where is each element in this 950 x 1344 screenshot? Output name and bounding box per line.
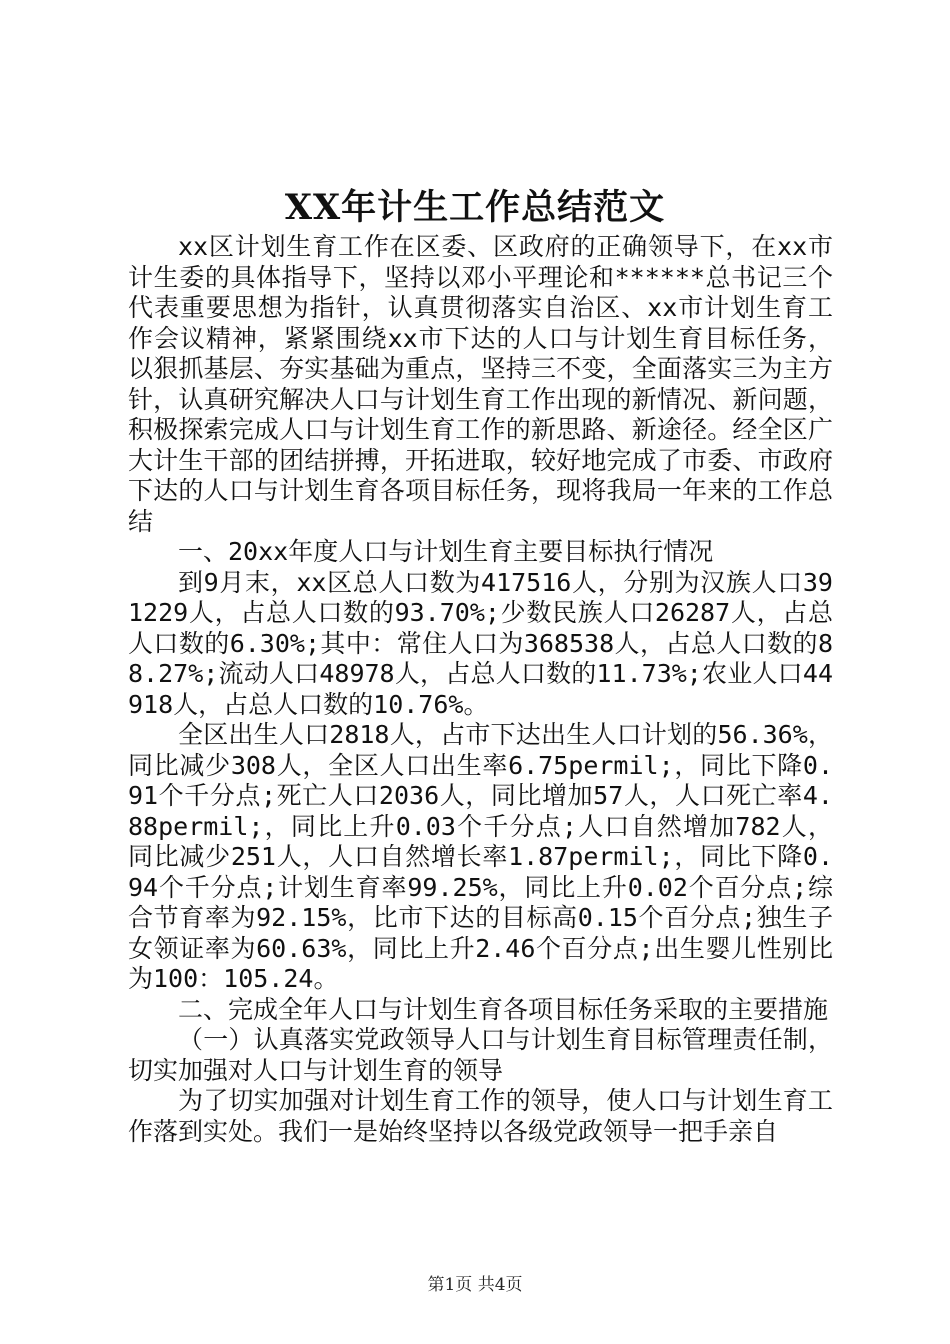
section-heading-1: 一、20xx年度人口与计划生育主要目标执行情况 <box>178 537 714 566</box>
document-body <box>128 232 833 1147</box>
birth-statistics-paragraph: 全区出生人口2818人，占市下达出生人口计划的56.36%，同比减少308人，全区人口出生率6.75permil;，同比下降0.91个千分点;死亡人口2036人，同比增加57人，人口死亡率4.88permil;，同比上升0.03个千分点;人口自然增加782人，同比减少251人，人口自然增长率1.87permil;，同比下降0.94个千分点;计划生育率99.25%，同比上升0.02个百分点;综合节育率为92.15%，比市下达的目标高0.15个百分点;独生子女领证率为60.63%，同比上升2.46个百分点;出生婴儿性别比为100：105.24。 <box>128 720 833 993</box>
document-title: XX年计生工作总结范文 <box>284 187 666 228</box>
leadership-paragraph: 为了切实加强对计划生育工作的领导，使人口与计划生育工作落到实处。我们一是始终坚持以各级党政领导一把手亲自 <box>128 1086 833 1146</box>
section-heading-2: 二、完成全年人口与计划生育各项目标任务采取的主要措施 <box>178 994 829 1024</box>
page-number-footer: 第1页 共4页 <box>427 1275 523 1295</box>
population-paragraph: 到9月末，xx区总人口数为417516人，分别为汉族人口391229人，占总人口数的93.70%;少数民族人口26287人，占总人口数的6.30%;其中：常住人口为368538人，占总人口数的88.27%;流动人口48978人，占总人口数的11.73%;农业人口44918人，占总人口数的10.76%。 <box>128 567 833 719</box>
subsection-heading-1: （一）认真落实党政领导人口与计划生育目标管理责任制，切实加强对人口与计划生育的领导 <box>128 1025 833 1085</box>
intro-paragraph: xx区计划生育工作在区委、区政府的正确领导下，在xx市计生委的具体指导下，坚持以邓小平理论和******总书记三个代表重要思想为指针，认真贯彻落实自治区、xx市计划生育工作会议精神，紧紧围绕xx市下达的人口与计划生育目标任务，以狠抓基层、夯实基础为重点，坚持三不变，全面落实三为主方针，认真研究解决人口与计划生育工作出现的新情况、新问题，积极探索完成人口与计划生育工作的新思路、新途径。经全区广大计生干部的团结拼搏，开拓进取，较好地完成了市委、市政府下达的人口与计划生育各项目标任务，现将我局一年来的工作总结 <box>128 232 833 536</box>
